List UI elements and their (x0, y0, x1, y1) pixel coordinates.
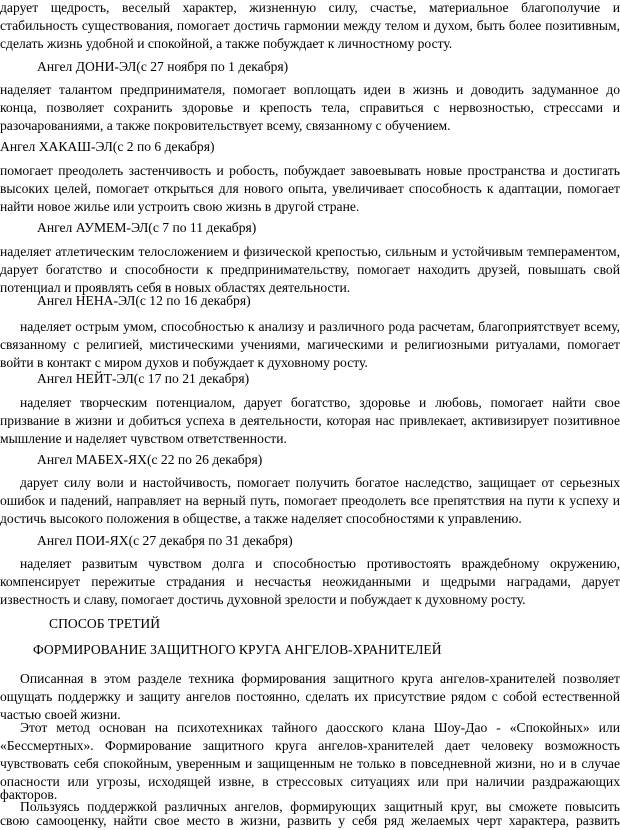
paragraph-line: призвание в жизни и добиться успеха в деятельности, которая нас привлекает, активизирует позитивное (0, 413, 620, 428)
paragraph-line: дарует богатство и способности к предпринимательству, помогает находить друзей, повышать свой (0, 262, 620, 277)
paragraph-line: разочарованиями, а также покровительствует всему, связанному с обучением. (0, 118, 451, 133)
paragraph-line: компенсирует пережитые страдания и несчастья неожиданными и щедрыми наградами, дарует (0, 574, 620, 589)
angel-heading-aumem-el: Ангел АУМЕМ-ЭЛ(с 7 по 11 декабря) (37, 220, 257, 235)
angel-heading-nena-el: Ангел НЕНА-ЭЛ(с 12 по 16 декабря) (37, 293, 251, 308)
paragraph-line: помогает преодолеть застенчивость и робость, побуждает завоевывать новые пространства и достигать (0, 163, 620, 178)
paragraph-line: дарует силу воли и настойчивость, помогает получить богатое наследство, защищает от серьезных (20, 475, 620, 490)
paragraph-line: потенциал и проявлять себя в новых областях деятельности. (0, 280, 351, 295)
paragraph-line: частью своей жизни. (0, 707, 121, 722)
paragraph-line: высоких целей, помогает открыться для нового опыта, увеличивает способность к адаптации, помогает (0, 181, 620, 196)
section-title: СПОСОБ ТРЕТИЙ (49, 616, 161, 631)
paragraph-line: сделать жизнь удобной и спокойной, а также побуждает к личностному росту. (0, 36, 453, 51)
paragraph-line: мышление и наделяет чувством ответственности. (0, 431, 287, 446)
paragraph-line: Этот метод основан на психотехниках тайного даосского клана Шоу-Дао - «Спокойных» или (20, 720, 620, 735)
angel-heading-doni-el: Ангел ДОНИ-ЭЛ(с 27 ноября по 1 декабря) (37, 59, 289, 74)
paragraph-line: чувствовать себя спокойным, уверенным и защищенным не только в повседневной жизни, но и в случае (0, 756, 620, 771)
paragraph-line: войти в контакт с миром духов и побуждает к духовному росту. (0, 355, 368, 370)
angel-heading-mabeh-yah: Ангел МАБЕХ-ЯХ(с 22 по 26 декабря) (37, 452, 263, 467)
paragraph-line: ошибок и падений, направляет на верный путь, помогает преодолеть все препятствия на пути к успеху и (0, 493, 620, 508)
paragraph-line: свою самооценку, найти свое место в жизни, развить у себя ряд желаемых черт характера, развить (0, 813, 620, 828)
paragraph-line: стабильность существования, помогает достичь гармонии между телом и духом, быть более позитивным, (0, 18, 620, 33)
angel-heading-neit-el: Ангел НЕЙТ-ЭЛ(с 17 по 21 декабря) (37, 371, 250, 386)
paragraph-line: Пользуясь поддержкой различных ангелов, формирующих защитный круг, вы сможете повысить (20, 799, 620, 814)
paragraph-line: опасности или угрозы, исходящей извне, в стрессовых ситуациях или при наличии раздражающих (0, 774, 620, 789)
paragraph-line: связанному с религией, мистическими учениями, магическими и религиозными ритуалами, помогает (0, 337, 620, 352)
paragraph-line: конца, позволяет сохранить здоровье и крепость тела, справиться с нервозностью, стрессами и (0, 100, 620, 115)
section-subtitle: ФОРМИРОВАНИЕ ЗАЩИТНОГО КРУГА АНГЕЛОВ-ХРАНИТЕЛЕЙ (33, 642, 442, 657)
paragraph-line: найти новое жилье или устроить свою жизнь в другой стране. (0, 199, 360, 214)
paragraph-line: ощущать поддержку и защиту ангелов постоянно, сделать их присутствие рядом с собой естественной (0, 689, 620, 704)
paragraph-line: наделяет талантом предпринимателя, помогает воплощать идеи в жизнь и доводить задуманное до (0, 82, 620, 97)
paragraph-line: наделяет развитым чувством долга и способностью противостоять враждебному окружению, (20, 556, 620, 571)
paragraph-line: наделяет творческим потенциалом, дарует богатство, здоровье и любовь, помогает найти свое (20, 395, 620, 410)
paragraph-line: «Бессмертных». Формирование защитного круга ангелов-хранителей дает человеку возможность (0, 738, 620, 753)
paragraph-line: известность и славу, помогает достичь духовной зрелости и побуждает к духовному росту. (0, 592, 526, 607)
angel-heading-poi-yah: Ангел ПОИ-ЯХ(с 27 декабря по 31 декабря) (37, 533, 293, 548)
paragraph-line: факторов. (0, 787, 58, 802)
paragraph-line: наделяет атлетическим телосложением и физической крепостью, сильным и устойчивым темпераментом, (0, 244, 620, 259)
paragraph-line: Описанная в этом разделе техника формирования защитного круга ангелов-хранителей позволяет (20, 671, 620, 686)
paragraph-line: дарует щедрость, веселый характер, жизненную силу, счастье, материальное благополучие и (0, 0, 620, 15)
paragraph-line: наделяет острым умом, способностью к анализу и различного рода расчетам, благоприятствует всему, (20, 319, 620, 334)
paragraph-line: достичь высокого положения в обществе, а также наделяет способностями к управлению. (0, 511, 522, 526)
angel-heading-hakash-el: Ангел ХАКАШ-ЭЛ(с 2 по 6 декабря) (0, 139, 215, 154)
